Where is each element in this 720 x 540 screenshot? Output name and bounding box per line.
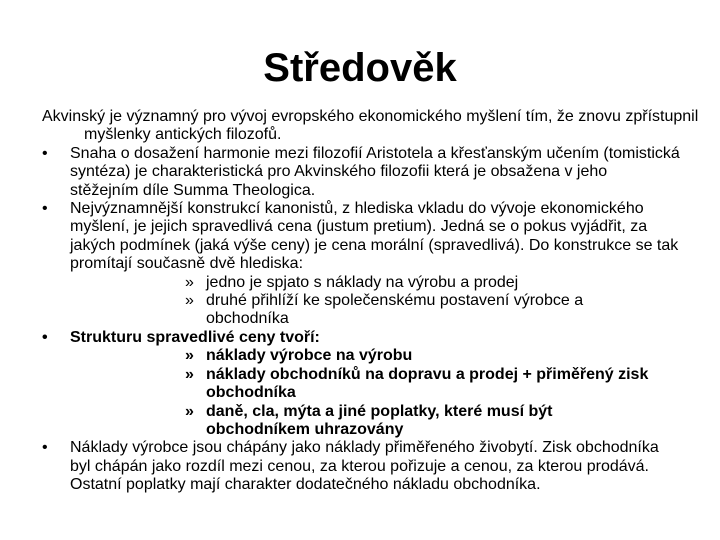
sub-bullet-icon: » — [185, 365, 194, 383]
bullet-item-1 — [0, 145, 680, 200]
sub-item-text: náklady obchodníků na dopravu a prodej + přiměřený zisk obchodníka — [206, 365, 649, 402]
bullet-item-3 — [0, 329, 680, 347]
bullet-icon: • — [42, 144, 48, 162]
bullet-icon: • — [42, 328, 48, 346]
slide-body — [0, 108, 720, 495]
sub-bullet-icon: » — [185, 347, 194, 365]
sub-item — [0, 403, 652, 440]
bullet-icon: • — [42, 439, 48, 457]
sub-item-text: druhé přihlíží ke společenskému postavení výrobce a obchodníka — [206, 292, 584, 328]
sub-item — [0, 366, 652, 403]
sub-item — [0, 347, 652, 365]
bullet-text: Snaha o dosažení harmonie mezi filozofií Aristotela a křesťanským učením (tomistická syntéza) je charakteristická pro Akvinského filozofii která je obsažena v jeho stěžejním díle Summa Theologica. — [70, 144, 680, 199]
sub-item-text: daně, cla, mýta a jiné poplatky, které musí být obchodníkem uhrazovány — [206, 402, 553, 438]
sub-bullet-icon: » — [185, 292, 194, 310]
bullet-text: Strukturu spravedlivé ceny tvoří: — [70, 328, 320, 346]
bullet-item-2 — [0, 200, 680, 274]
sub-item-text: náklady výrobce na výrobu — [206, 347, 413, 365]
sub-item — [0, 292, 652, 329]
sub-bullet-icon: » — [185, 273, 194, 291]
bullet-icon: • — [42, 200, 48, 218]
sub-item-text: jedno je spjato s náklady na výrobu a prodej — [206, 273, 519, 291]
sub-bullet-icon: » — [185, 402, 194, 420]
bullet-text: Náklady výrobce jsou chápány jako náklady přiměřeného živobytí. Zisk obchodníka byl chápán jako rozdíl mezi cenou, za kterou pořizuje a cenou, za kterou prodává. Ostatní poplatky mají charakter dodatečného nákladu obchodníka. — [70, 439, 659, 494]
intro-paragraph: Akvinský je významný pro vývoj evropského ekonomického myšlení tím, že znovu zpřístupnil myšlenky antických filozofů. — [42, 108, 699, 144]
page-title: Středověk — [263, 46, 457, 90]
bullet-item-4 — [0, 439, 680, 494]
bullet-text: Nejvýznamnější konstrukcí kanonistů, z hlediska vkladu do vývoje ekonomického myšlení, je jejich spravedlivá cena (justum pretium). Jedná se o pokus vyjádřit, za jakých podmínek (jaká výše ceny) je cena morální (spravedlivá). Do konstrukce se tak promítají současně dvě hlediska: — [70, 200, 679, 273]
sub-item — [0, 274, 652, 292]
